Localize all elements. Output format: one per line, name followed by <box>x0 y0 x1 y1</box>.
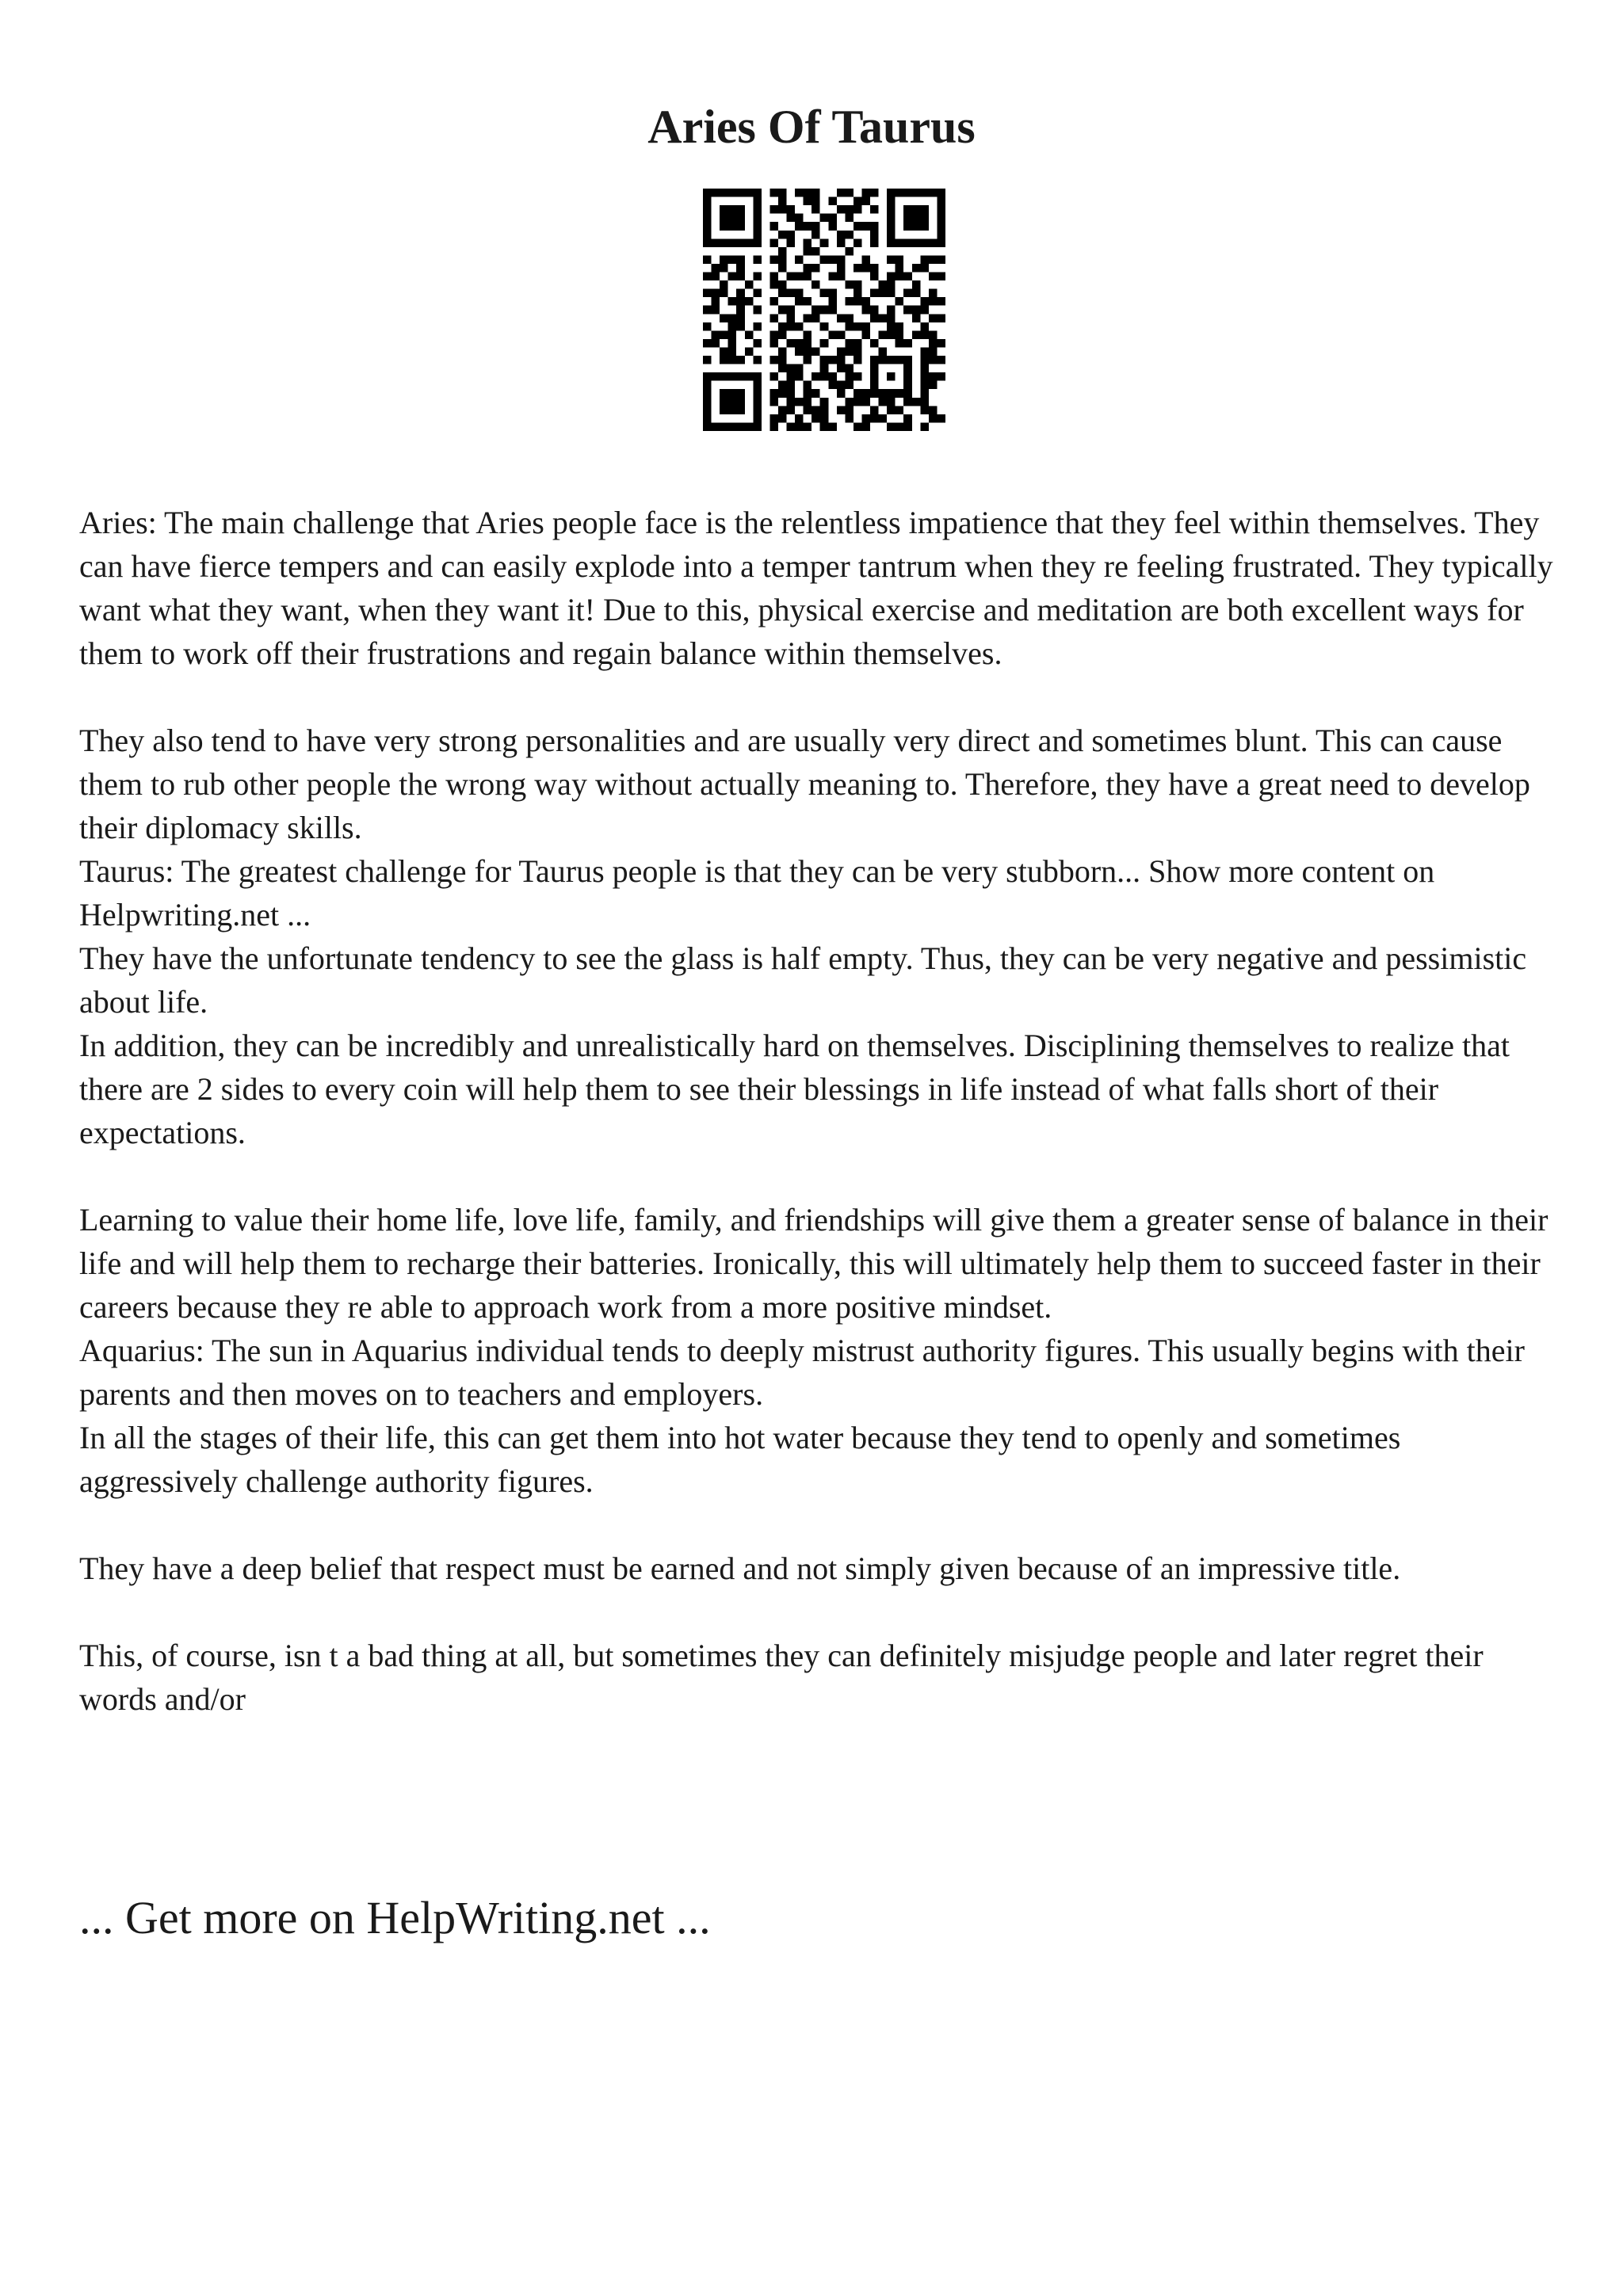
paragraph-gap <box>79 1154 1553 1198</box>
paragraph-aquarius-intro: Aquarius: The sun in Aquarius individual tends to deeply mistrust authority figures. This usually begins with their parents and then moves on to teachers and employers. <box>79 1333 1525 1412</box>
paragraph-taurus-intro: Taurus: The greatest challenge for Taurus people is that they can be very stubborn... Show more content on Helpwriting.net ... <box>79 853 1435 933</box>
paragraph-gap <box>79 675 1553 719</box>
paragraph-aries-personality: They also tend to have very strong personalities and are usually very direct and sometimes blunt. This can cause them to rub other people the wrong way without actually meaning to. Therefore, they have a great need to develop their diplomacy skills. <box>79 723 1530 845</box>
get-more-link[interactable]: ... Get more on HelpWriting.net ... <box>79 1892 711 1943</box>
paragraph-aries-intro: Aries: The main challenge that Aries people face is the relentless impatience that they feel within themselves. They can have fierce tempers and can easily explode into a temper tantrum when they re feeling frustrated. They typically want what they want, when they want it! Due to this, physical exercise and meditation are both excellent ways for them to work off their frustrations and regain balance within themselves. <box>79 505 1553 671</box>
document-title: Aries Of Taurus <box>647 101 976 153</box>
paragraph-aquarius-misjudge: This, of course, isn t a bad thing at all, but sometimes they can definitely misjudge people and later regret their words and/or <box>79 1638 1484 1717</box>
paragraph-gap <box>79 1503 1553 1547</box>
paragraph-taurus-balance: Learning to value their home life, love life, family, and friendships will give them a greater sense of balance in their life and will help them to recharge their batteries. Ironically, this will ultimately help them to succeed faster in their careers because they re able to approach work from a more positive mindset. <box>79 1202 1549 1325</box>
paragraph-taurus-hard: In addition, they can be incredibly and unrealistically hard on themselves. Disciplining themselves to realize that there are 2 sides to every coin will help them to see their blessings in life instead of what falls short of their expectations. <box>79 1028 1510 1150</box>
paragraph-taurus-negative: They have the unfortunate tendency to see the glass is half empty. Thus, they can be very negative and pessimistic about life. <box>79 940 1527 1020</box>
paragraph-gap <box>79 1590 1553 1634</box>
paragraph-aquarius-respect: They have a deep belief that respect must be earned and not simply given because of an impressive title. <box>79 1550 1401 1586</box>
qr-code-icon <box>703 189 945 431</box>
paragraph-aquarius-stages: In all the stages of their life, this can get them into hot water because they tend to openly and sometimes aggressively challenge authority figures. <box>79 1420 1401 1499</box>
document-body <box>79 501 1553 1721</box>
